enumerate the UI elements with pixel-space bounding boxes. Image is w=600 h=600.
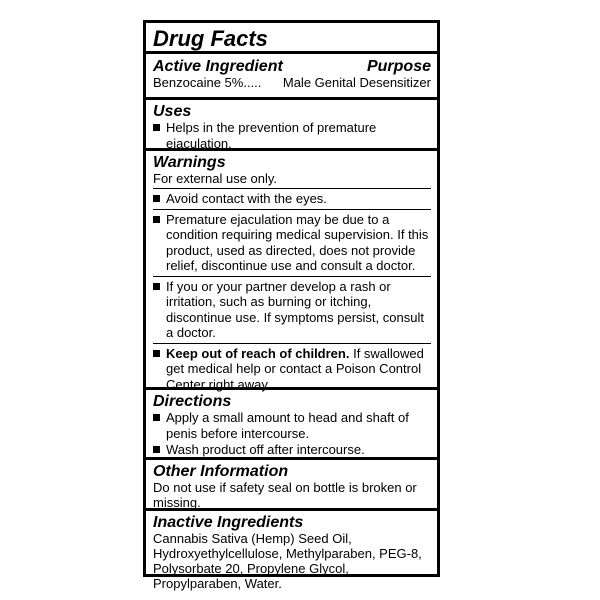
directions-section (146, 390, 437, 460)
active-ingredient-heading: Active Ingredient (153, 58, 283, 75)
uses-heading: Uses (153, 103, 192, 120)
active-ingredient-purpose: Male Genital Desensitizer (282, 75, 431, 90)
other-information-text: Do not use if safety seal on bottle is broken or missing. (153, 480, 417, 510)
inactive-ingredients-text: Cannabis Sativa (Hemp) Seed Oil, Hydroxyethylcellulose, Methylparaben, PEG-8, Polysorbate 20, Propylene Glycol, Propylparaben, Water. (153, 531, 422, 591)
warning-item: Premature ejaculation may be due to a condition requiring medical supervision. If this product, used as directed, does not provide relief, discontinue use and consult a doctor. (153, 209, 431, 276)
inactive-ingredients-section (146, 511, 437, 591)
bullet-icon (153, 414, 160, 421)
bullet-icon (153, 446, 160, 453)
uses-section (146, 100, 437, 151)
warnings-intro: For external use only. (153, 171, 278, 186)
warning-item: Avoid contact with the eyes. (153, 188, 431, 209)
keep-out-of-reach-text: Keep out of reach of children. (166, 345, 350, 361)
directions-item: Apply a small amount to head and shaft of penis before intercourse. (153, 410, 431, 441)
bullet-icon (153, 124, 160, 131)
bullet-icon (153, 216, 160, 223)
purpose-heading: Purpose (366, 58, 431, 75)
other-information-section (146, 460, 437, 511)
directions-item: Wash product off after intercourse. (153, 442, 431, 458)
active-ingredient-section (146, 54, 437, 100)
drug-facts-title: Drug Facts (146, 23, 437, 54)
directions-heading: Directions (153, 393, 232, 410)
drug-facts-panel (143, 20, 440, 591)
warning-item-children: Keep out of reach of children. If swallowed get medical help or contact a Poison Control Center right away. (153, 343, 431, 395)
warnings-section (146, 151, 437, 390)
bullet-icon (153, 195, 160, 202)
bullet-icon (153, 350, 160, 357)
active-ingredient-name: Benzocaine 5%..... (153, 75, 262, 90)
other-information-heading: Other Information (153, 463, 289, 480)
inactive-ingredients-heading: Inactive Ingredients (153, 514, 304, 531)
warnings-heading: Warnings (153, 154, 226, 171)
bullet-icon (153, 283, 160, 290)
uses-item: Helps in the prevention of premature ejaculation. (153, 120, 431, 151)
warning-item: If you or your partner develop a rash or irritation, such as burning or itching, discontinue use. If symptoms persist, consult a doctor. (153, 276, 431, 343)
